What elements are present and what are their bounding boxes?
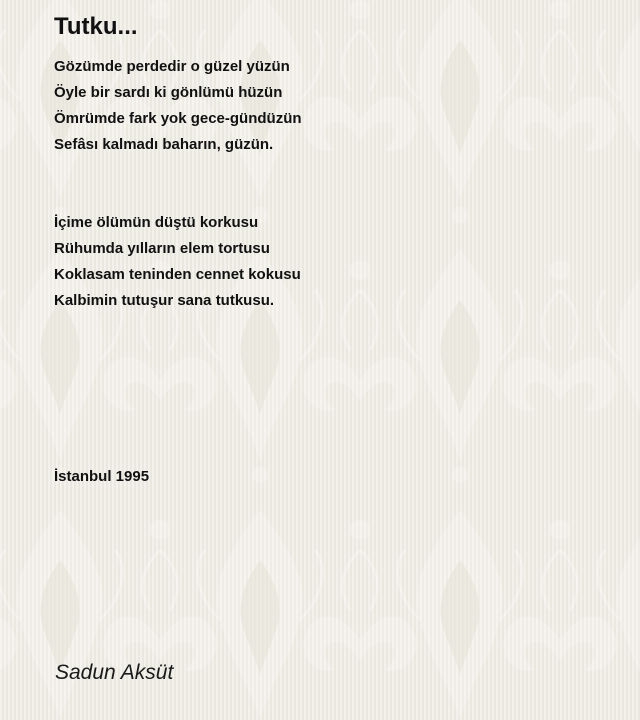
poem-line: İçime ölümün düştü korkusu: [54, 214, 259, 231]
poem-line: Rühumda yılların elem tortusu: [54, 240, 270, 257]
poem-line: Koklasam teninden cennet kokusu: [54, 266, 301, 283]
poem-line: Gözümde perdedir o güzel yüzün: [54, 58, 290, 75]
poem-line: Öyle bir sardı ki gönlümü hüzün: [54, 84, 283, 101]
poem-line: Sefâsı kalmadı baharın, güzün.: [54, 136, 274, 153]
poem-place-date: İstanbul 1995: [54, 468, 150, 485]
stanza-2: [54, 210, 301, 314]
stanza-1: [54, 54, 302, 158]
poem-line: Kalbimin tutuşur sana tutkusu.: [54, 292, 275, 309]
poem-line: Ömrümde fark yok gece-gündüzün: [54, 110, 302, 127]
poem-author: Sadun Aksüt: [55, 661, 174, 684]
poem-title: Tutku...: [54, 13, 138, 40]
